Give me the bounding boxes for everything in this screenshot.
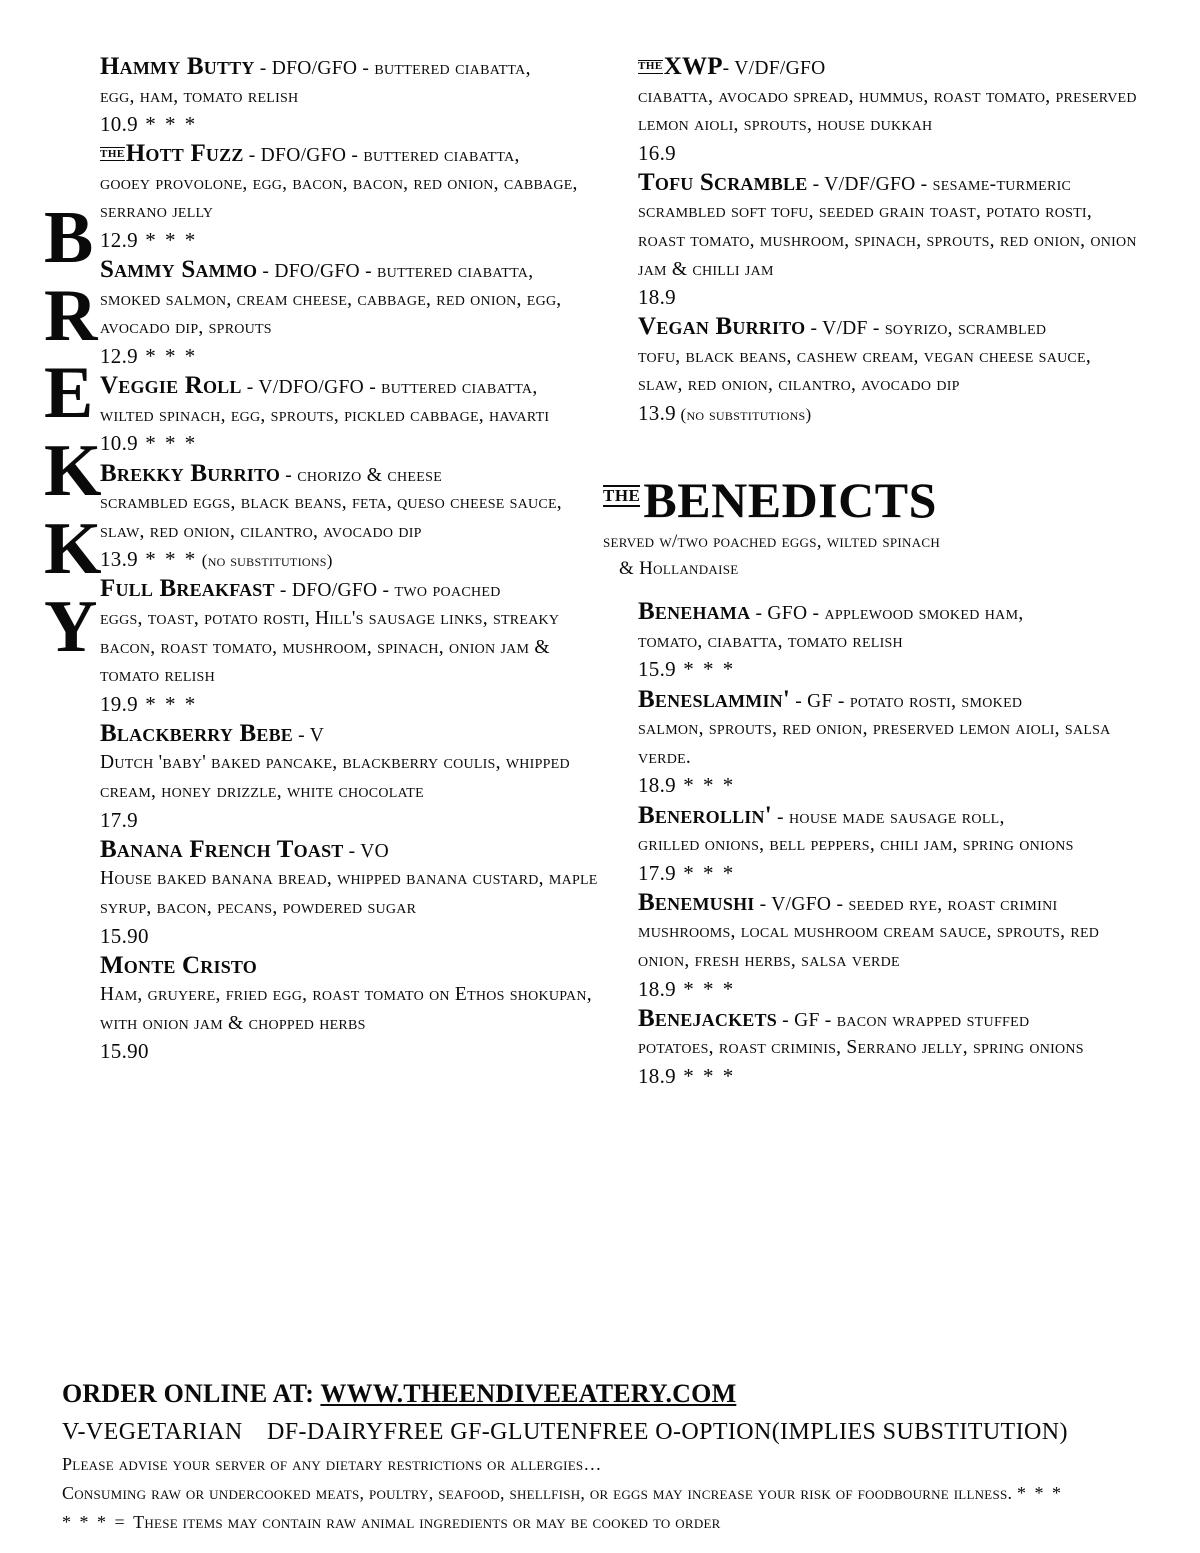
stars-legend xyxy=(62,1509,1162,1536)
benedicts-subtitle xyxy=(603,529,1138,583)
menu-item-price-line xyxy=(638,400,1138,427)
brekky-letter: K xyxy=(44,507,102,590)
brekky-letter: R xyxy=(44,274,98,357)
order-online-label: ORDER ONLINE AT: xyxy=(62,1379,321,1408)
menu-item-description: wilted spinach, egg, sprouts, pickled cabbage, havarti xyxy=(100,404,550,426)
menu-item-tags: - house made sausage roll, xyxy=(771,806,1005,828)
menu-item-description: Dutch 'baby' baked pancake, blackberry coulis, whipped cream, honey drizzle, white chocolate xyxy=(100,752,570,803)
menu-item-price-line xyxy=(638,860,1138,887)
menu-item-name: Hott Fuzz xyxy=(125,140,244,168)
menu-item-stars: * * * xyxy=(675,860,736,885)
menu-item-price: 15.9 xyxy=(638,657,676,682)
menu-item-price-line xyxy=(638,1063,1138,1090)
vegan-items-list xyxy=(638,52,1138,427)
menu-item-stars: * * * xyxy=(675,773,736,798)
stars-legend-lead: * * * = xyxy=(62,1512,134,1533)
menu-item-note: (no substitutions) xyxy=(197,551,333,571)
menu-item-price: 12.9 xyxy=(100,343,138,368)
menu-item xyxy=(100,835,605,950)
dietary-legend xyxy=(62,1415,1162,1450)
menu-item-description: potatoes, roast criminis, Serrano jelly, spring onions xyxy=(638,1037,1084,1059)
brekky-letter: Y xyxy=(44,585,98,668)
menu-item-tags: - DFO/GFO - buttered ciabatta, xyxy=(243,145,520,167)
menu-item-tags: - GFO - applewood smoked ham, xyxy=(750,603,1024,625)
menu-item-name: Benejackets xyxy=(638,1004,777,1032)
menu-item-name: Benerollin' xyxy=(638,801,772,829)
menu-item-heading xyxy=(100,835,605,866)
menu-item xyxy=(638,312,1138,427)
menu-item-heading xyxy=(100,459,605,490)
right-column xyxy=(603,52,1138,1091)
menu-item-name: Beneslammin' xyxy=(638,685,791,713)
menu-item-heading xyxy=(638,685,1138,716)
raw-food-warning xyxy=(62,1480,1162,1507)
menu-item-name: Benehama xyxy=(638,598,751,626)
menu-item-name: Brekky Burrito xyxy=(100,459,281,487)
menu-item-name: Benemushi xyxy=(638,888,755,916)
the-prefix-label: THE xyxy=(603,486,641,506)
menu-item-price: 13.9 xyxy=(638,401,676,426)
menu-item-stars: * * * xyxy=(137,547,198,572)
menu-item-name: Monte Cristo xyxy=(100,951,258,979)
menu-item xyxy=(100,52,605,138)
menu-item-heading xyxy=(638,888,1138,919)
menu-item-heading xyxy=(638,312,1138,343)
menu-item-price-line xyxy=(100,343,605,370)
menu-item-tags: - DFO/GFO - buttered ciabatta, xyxy=(254,58,531,79)
menu-item-heading xyxy=(638,597,1138,628)
menu-item-heading xyxy=(100,951,605,982)
menu-item-description: smoked salmon, cream cheese, cabbage, red onion, egg, avocado dip, sprouts xyxy=(100,288,562,339)
menu-item-name: Veggie Roll xyxy=(100,372,242,400)
menu-item-description: House baked banana bread, whipped banana custard, maple syrup, bacon, pecans, powdered sugar xyxy=(100,868,598,918)
menu-item-heading xyxy=(100,574,605,605)
menu-item-price-line xyxy=(100,923,605,950)
menu-item-name: Tofu Scramble xyxy=(638,168,808,196)
legend-option: O-OPTION(IMPLIES SUBSTITUTION) xyxy=(655,1418,1068,1445)
brekky-column xyxy=(100,52,605,1067)
menu-item-name: Blackberry Bebe xyxy=(100,719,293,747)
menu-item-description: gooey provolone, egg, bacon, bacon, red onion, cabbage, serrano jelly xyxy=(100,172,578,223)
menu-item-heading xyxy=(100,371,605,402)
menu-item-price: 13.9 xyxy=(100,547,138,572)
menu-item-price-line xyxy=(100,691,605,718)
menu-item xyxy=(100,574,605,717)
menu-item-description: grilled onions, bell peppers, chili jam, spring onions xyxy=(638,834,1074,856)
menu-item-tags: - V/DF - soyrizo, scrambled xyxy=(805,318,1047,340)
menu-item-tags: - V/DF/GFO xyxy=(722,58,826,79)
menu-item-price-line xyxy=(638,284,1138,311)
menu-item-tags: - DFO/GFO - two poached xyxy=(274,580,501,602)
menu-item xyxy=(638,597,1138,683)
brekky-letter: B xyxy=(44,197,94,279)
menu-item-heading xyxy=(638,1004,1138,1035)
benedicts-section xyxy=(603,472,1138,1090)
menu-item-name: Vegan Burrito xyxy=(638,313,806,341)
menu-item-price-line xyxy=(100,111,605,138)
menu-item-description: salmon, sprouts, red onion, preserved lemon aioli, salsa verde. xyxy=(638,718,1111,768)
allergy-advisory: Please advise your server of any dietary restrictions or allergies… xyxy=(62,1454,602,1475)
menu-item-tags: - V/GFO - seeded rye, roast crimini xyxy=(754,893,1058,915)
menu-item-price: 18.9 xyxy=(638,1063,676,1088)
legend-dairyfree: DF-DAIRYFREE xyxy=(267,1418,444,1445)
menu-item xyxy=(100,719,605,834)
menu-item-price: 16.9 xyxy=(638,140,676,165)
menu-item-description: eggs, toast, potato rosti, Hill's sausage links, streaky bacon, roast tomato, mushroom, spinach, onion jam & tomato relish xyxy=(100,607,560,687)
menu-item-price-line xyxy=(638,656,1138,683)
benedicts-heading xyxy=(603,472,1138,529)
menu-item-name: Sammy Sammo xyxy=(100,256,258,284)
menu-item-heading xyxy=(100,52,605,83)
menu-item-stars: * * * xyxy=(675,1063,736,1088)
menu-item xyxy=(638,1004,1138,1090)
menu-item-price: 18.9 xyxy=(638,773,676,798)
menu-item-stars: * * * xyxy=(137,227,198,252)
brekky-vertical-label xyxy=(44,197,102,676)
menu-item-description: scrambled eggs, black beans, feta, queso cheese sauce, slaw, red onion, cilantro, avocado dip xyxy=(100,492,562,542)
menu-item-price: 10.9 xyxy=(100,112,138,137)
menu-item-tags: - V xyxy=(293,724,325,746)
menu-item-description: tomato, ciabatta, tomato relish xyxy=(638,630,903,652)
menu-item-price-line xyxy=(100,807,605,834)
menu-item-price: 18.9 xyxy=(638,285,676,310)
the-prefix-label: THE xyxy=(100,147,125,160)
menu-item-tags: - GF - potato rosti, smoked xyxy=(790,690,1023,712)
menu-item-description: ciabatta, avocado spread, hummus, roast tomato, preserved lemon aioli, sprouts, house dukkah xyxy=(638,85,1137,136)
benedicts-list xyxy=(638,597,1138,1090)
menu-item-tags: - GF - bacon wrapped stuffed xyxy=(776,1009,1030,1031)
menu-item-price: 12.9 xyxy=(100,227,138,252)
raw-food-warning-text: Consuming raw or undercooked meats, poultry, seafood, shellfish, or eggs may increase your risk of foodbourne illness. xyxy=(62,1483,1013,1504)
menu-item-description: mushrooms, local mushroom cream sauce, sprouts, red onion, fresh herbs, salsa verde xyxy=(638,921,1100,971)
benedicts-subtitle-line1: served w/two poached eggs, wilted spinach xyxy=(603,531,941,553)
menu-item-stars: * * * xyxy=(675,976,736,1001)
brekky-letter: K xyxy=(44,430,102,513)
benedicts-title-text: BENEDICTS xyxy=(643,472,937,529)
menu-item-price: 17.9 xyxy=(638,860,676,885)
menu-item xyxy=(638,801,1138,887)
order-online-line xyxy=(62,1378,1162,1411)
menu-item-description: Ham, gruyere, fried egg, roast tomato on Ethos shokupan, with onion jam & chopped herbs xyxy=(100,984,592,1034)
menu-item-tags: - chorizo & cheese xyxy=(280,464,443,486)
legend-vegetarian: V-VEGETARIAN xyxy=(62,1418,243,1445)
menu-item-price-line xyxy=(100,1038,605,1065)
menu-item-heading xyxy=(100,139,605,170)
menu-item xyxy=(100,255,605,370)
benedicts-subtitle-line2: & Hollandaise xyxy=(619,558,739,580)
menu-item-price: 15.90 xyxy=(100,1039,149,1064)
menu-item-heading xyxy=(638,168,1138,199)
menu-item-price-line xyxy=(638,976,1138,1003)
menu-item-price: 19.9 xyxy=(100,691,138,716)
menu-item-stars: * * * xyxy=(137,691,198,716)
website-link[interactable]: WWW.THEENDIVEEATERY.COM xyxy=(320,1379,737,1408)
menu-item-stars: * * * xyxy=(137,343,198,368)
menu-item-description: tofu, black beans, cashew cream, vegan cheese sauce, slaw, red onion, cilantro, avocado dip xyxy=(638,345,1091,396)
menu-item xyxy=(100,139,605,254)
menu-item-price: 17.9 xyxy=(100,807,138,832)
menu-item-price-line xyxy=(638,772,1138,799)
menu-item xyxy=(100,459,605,574)
menu-item-name: Hammy Butty xyxy=(100,53,255,80)
menu-item-price-line xyxy=(638,140,1138,167)
stars-legend-text: These items may contain raw animal ingredients or may be cooked to order xyxy=(133,1512,721,1533)
menu-item-tags: - V/DFO/GFO - buttered ciabatta, xyxy=(241,377,538,399)
brekky-letter: E xyxy=(44,352,94,435)
menu-item-stars: * * * xyxy=(137,431,198,456)
menu-item-name: Full Breakfast xyxy=(100,575,275,603)
legend-glutenfree: GF-GLUTENFREE xyxy=(450,1418,649,1445)
menu-item-description: scrambled soft tofu, seeded grain toast, potato rosti, roast tomato, mushroom, spinach, sprouts, red onion, onion jam & chilli jam xyxy=(638,201,1137,280)
menu-item-heading xyxy=(100,719,605,750)
menu-item-price-line xyxy=(100,546,605,573)
menu-item-price-line xyxy=(100,430,605,457)
menu-item-stars: * * * xyxy=(675,657,736,682)
menu-item xyxy=(638,888,1138,1003)
menu-item-name: XWP xyxy=(663,53,723,80)
menu-item-tags: - VO xyxy=(343,840,390,862)
menu-item-name: Banana French Toast xyxy=(100,835,344,863)
menu-item-price-line xyxy=(100,227,605,254)
menu-item-price: 18.9 xyxy=(638,976,676,1001)
menu-item xyxy=(100,371,605,457)
menu-item-heading xyxy=(100,255,605,286)
menu-item-heading xyxy=(638,52,1138,83)
menu-item-stars: * * * xyxy=(137,112,198,137)
menu-item xyxy=(638,168,1138,311)
menu-item-price: 15.90 xyxy=(100,923,149,948)
menu-item xyxy=(638,685,1138,800)
raw-food-warning-stars: * * * xyxy=(1016,1483,1063,1504)
menu-item xyxy=(100,951,605,1066)
menu-item-price: 10.9 xyxy=(100,431,138,456)
menu-item-tags: - DFO/GFO - buttered ciabatta, xyxy=(257,261,534,283)
menu-item-heading xyxy=(638,801,1138,832)
menu-item-tags: - V/DF/GFO - sesame-turmeric xyxy=(807,173,1072,195)
the-prefix-label: THE xyxy=(638,60,663,73)
menu-item-note: (no substitutions) xyxy=(675,405,812,425)
menu-item-description: egg, ham, tomato relish xyxy=(100,85,299,107)
footer xyxy=(62,1378,1162,1536)
menu-item xyxy=(638,52,1138,167)
